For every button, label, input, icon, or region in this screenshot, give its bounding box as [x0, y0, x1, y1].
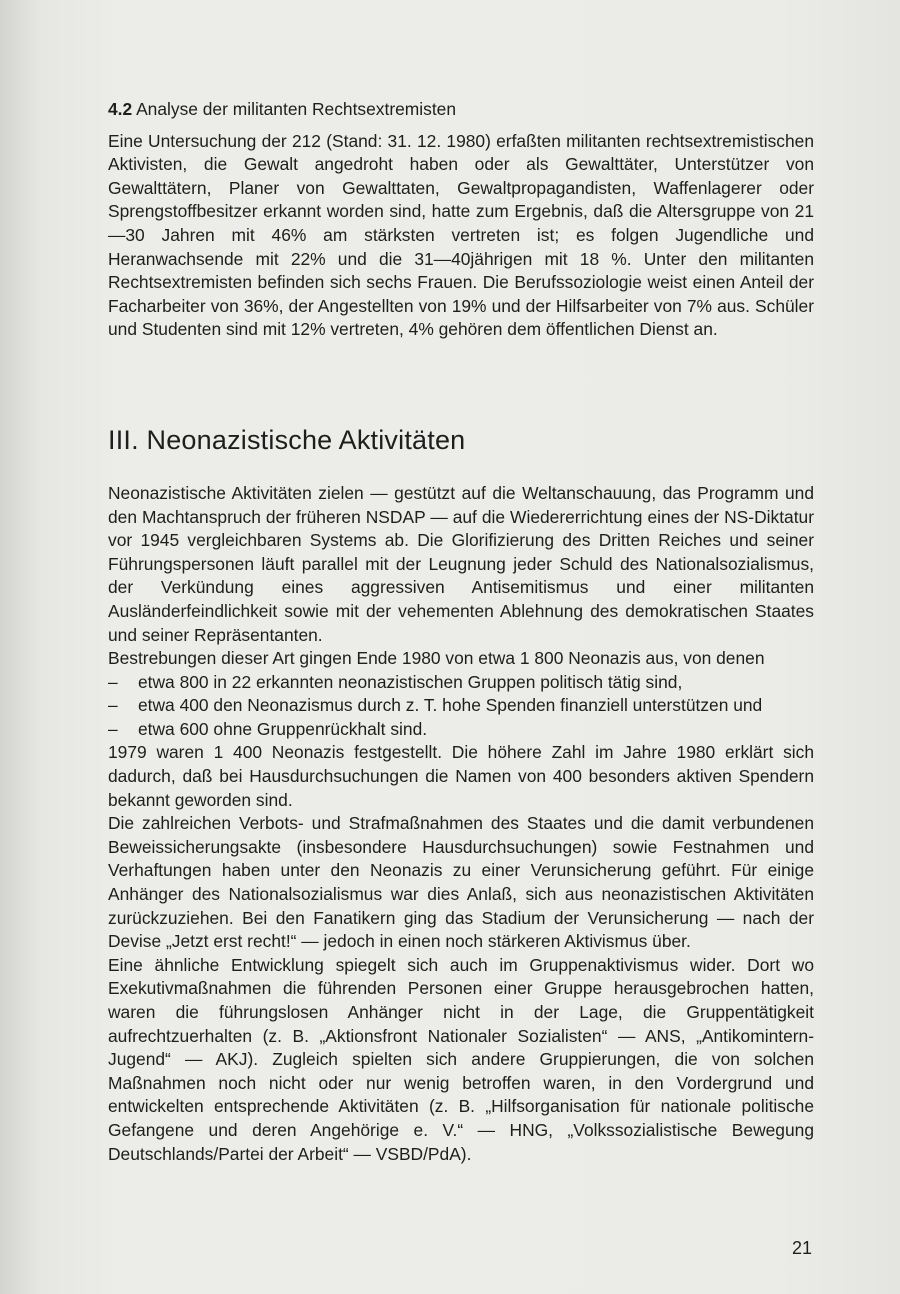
chapter-title: III. Neonazistische Aktivitäten [108, 424, 466, 455]
section-title: Analyse der militanten Rechtsextremisten [136, 99, 456, 119]
list-item: – etwa 400 den Neonazismus durch z. T. hohe Spenden finanziell unterstützen und [108, 694, 814, 718]
chapter-paragraph-4: Die zahlreichen Verbots- und Strafmaßnahmen des Staates und die damit verbundenen Beweissicherungsakte (insbesondere Hausdurchsuchungen) sowie Festnahmen und Verhaftungen haben unter den Neonazis zu einer Verunsicherung geführt. Für einige Anhänger des Nationalsozialismus war dies Anlaß, sich aus neonazistischen Aktivitäten zurückzuziehen. Bei den Fanatikern ging das Stadium der Verunsicherung — nach der Devise „Jetzt erst recht!“ — jedoch in einen noch stärkeren Aktivismus über. [108, 813, 814, 952]
list-item: – etwa 800 in 22 erkannten neonazistischen Gruppen politisch tätig sind, [108, 671, 814, 695]
page-number: 21 [791, 1238, 812, 1258]
dash-list [108, 671, 814, 742]
section-paragraph: Eine Untersuchung der 212 (Stand: 31. 12. 1980) erfaßten militanten rechtsextremistischen Aktivisten, die Gewalt angedroht haben oder als Gewalttäter, Unterstützer von Gewalttätern, Planer von Gewalttaten, Gewaltpropagandisten, Waffenlagerer oder Sprengstoffbesitzer erkannt worden sind, hatte zum Ergebnis, daß die Altersgruppe von 21—30 Jahren mit 46% am stärksten vertreten ist; es folgen Jugendliche und Heranwachsende mit 22% und die 31—40jährigen mit 18 %. Unter den militanten Rechtsextremisten befinden sich sechs Frauen. Die Berufssoziologie weist einen Anteil der Facharbeiter von 36%, der Angestellten von 19% und der Hilfsarbeiter von 7% aus. Schüler und Studenten sind mit 12% vertreten, 4% gehören dem öffentlichen Dienst an. [108, 130, 814, 340]
chapter-paragraph-1: Neonazistische Aktivitäten zielen — gestützt auf die Weltanschauung, das Programm und den Machtanspruch der früheren NSDAP — auf die Wiedererrichtung eines der NS-Diktatur vor 1945 vergleichbaren Systems ab. Die Glorifizierung des Dritten Reiches und seiner Führungspersonen läuft parallel mit der Leugnung jeder Schuld des Nationalsozialismus, der Verkündung eines aggressiven Antisemitismus und einer militanten Ausländerfeindlichkeit sowie mit der vehementen Ablehnung des demokratischen Staates und seiner Repräsentanten. [108, 482, 814, 645]
chapter-paragraph-2: Bestrebungen dieser Art gingen Ende 1980 von etwa 1 800 Neonazis aus, von denen [108, 648, 765, 669]
list-item: – etwa 600 ohne Gruppenrückhalt sind. [108, 718, 814, 742]
chapter-paragraph-3: 1979 waren 1 400 Neonazis festgestellt. Die höhere Zahl im Jahre 1980 erklärt sich dadurch, daß bei Hausdurchsuchungen die Namen von 400 besonders aktiven Spendern bekannt geworden sind. [108, 742, 814, 810]
section-number: 4.2 [108, 99, 133, 119]
chapter-paragraph-5: Eine ähnliche Entwicklung spiegelt sich auch im Gruppenaktivismus wider. Dort wo Exekutivmaßnahmen die führenden Personen einer Gruppe herausgebrochen hatten, waren die führungslosen Anhänger nicht in der Lage, die Gruppentätigkeit aufrechtzuerhalten (z. B. „Aktionsfront Nationaler Sozialisten“ — ANS, „Antikomintern-Jugend“ — AKJ). Zugleich spielten sich andere Gruppierungen, die von solchen Maßnahmen noch nicht oder nur wenig betroffen waren, in den Vordergrund und entwickelten entsprechende Aktivitäten (z. B. „Hilfsorganisation für nationale politische Gefangene und deren Angehörige e. V.“ — HNG, „Volkssozialistische Bewegung Deutschlands/Partei der Arbeit“ — VSBD/PdA). [108, 954, 814, 1164]
page-content [108, 98, 814, 1166]
section-heading [108, 98, 814, 122]
